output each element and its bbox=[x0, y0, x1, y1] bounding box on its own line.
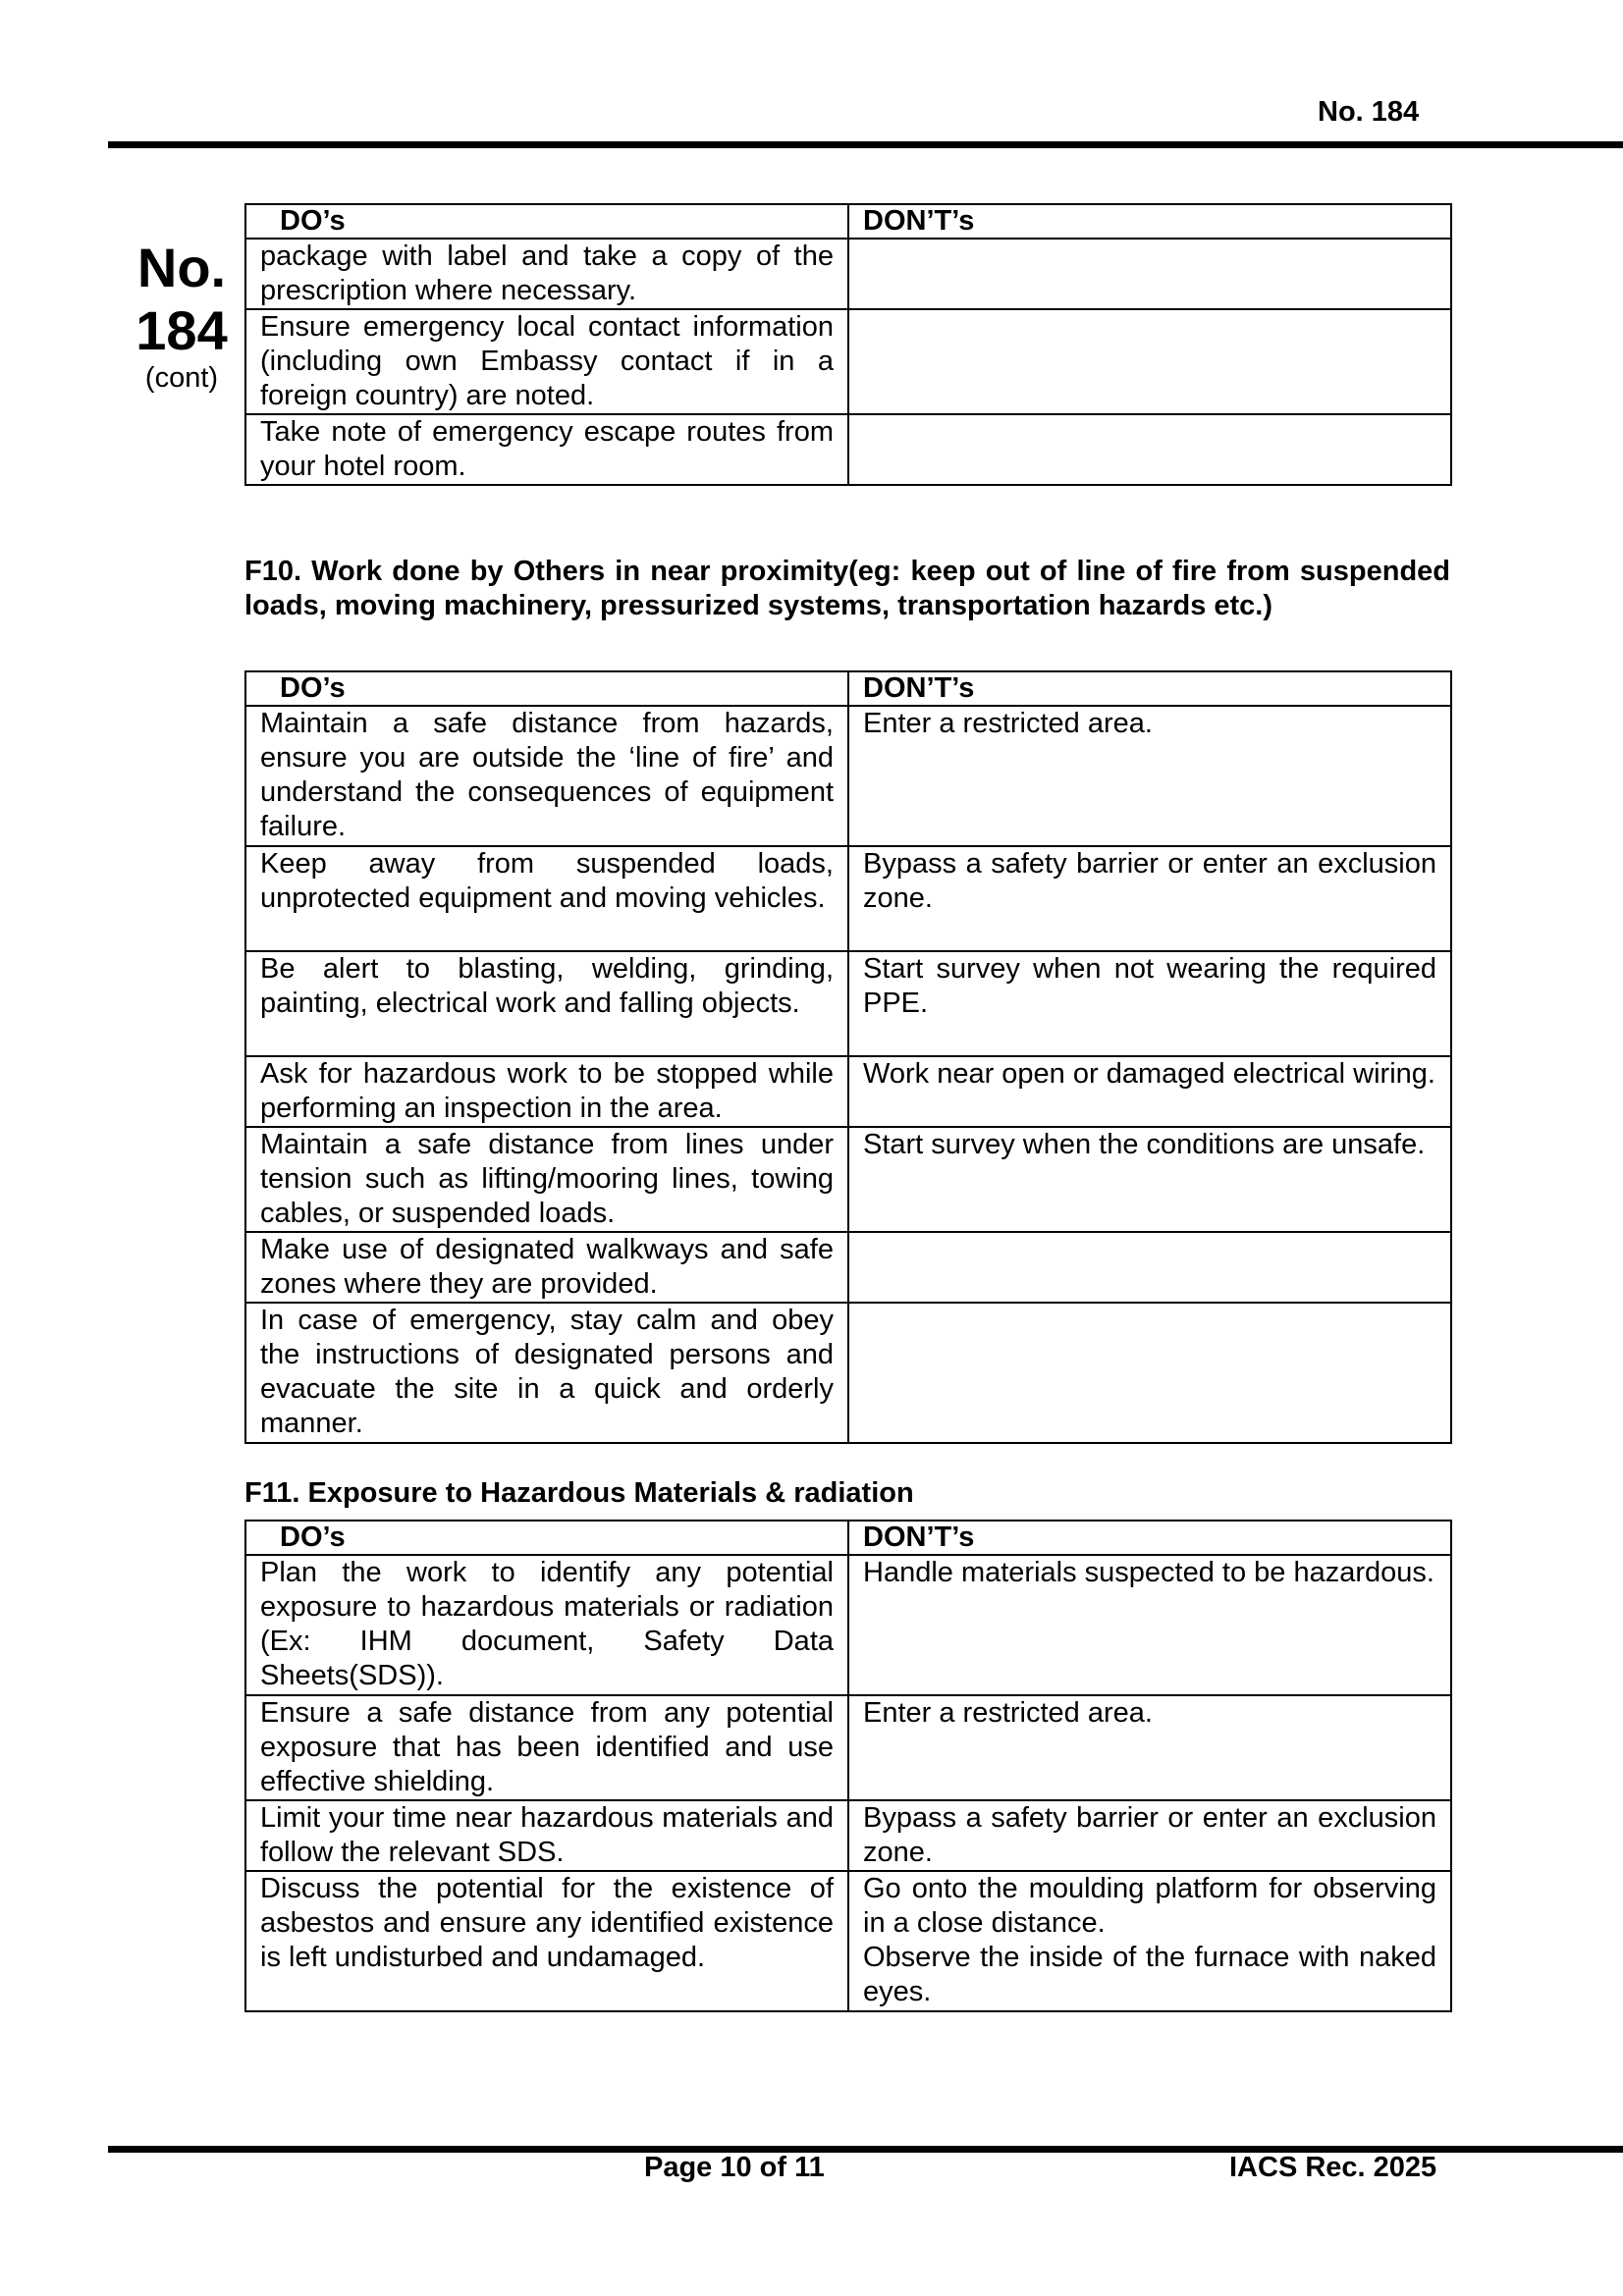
do-cell: Limit your time near hazardous materials and follow the relevant SDS. bbox=[245, 1800, 848, 1871]
dont-cell bbox=[848, 1303, 1451, 1443]
table-row bbox=[245, 846, 1451, 951]
table-row bbox=[245, 414, 1451, 485]
do-cell: Take note of emergency escape routes from your hotel room. bbox=[245, 414, 848, 485]
document-reference: IACS Rec. 2025 bbox=[1229, 2152, 1437, 2183]
document-number: No. 184 bbox=[1318, 96, 1420, 128]
table-row bbox=[245, 1232, 1451, 1303]
column-header-dont: DON’T’s bbox=[848, 671, 1451, 706]
dont-cell bbox=[848, 239, 1451, 309]
table-row bbox=[245, 1303, 1451, 1443]
dont-cell: Work near open or damaged electrical wiring. bbox=[848, 1056, 1451, 1127]
table-row bbox=[245, 951, 1451, 1056]
dont-cell: Bypass a safety barrier or enter an exclusion zone. bbox=[848, 846, 1451, 951]
dont-cell bbox=[848, 1871, 1451, 2011]
dont-cell: Enter a restricted area. bbox=[848, 1695, 1451, 1800]
dont-cell bbox=[848, 414, 1451, 485]
table-row bbox=[245, 1127, 1451, 1232]
do-cell: Maintain a safe distance from lines under tension such as lifting/mooring lines, towing cables, or suspended loads. bbox=[245, 1127, 848, 1232]
table-row bbox=[245, 1056, 1451, 1127]
dont-cell: Handle materials suspected to be hazardous. bbox=[848, 1555, 1451, 1695]
table-row bbox=[245, 1555, 1451, 1695]
do-cell: Discuss the potential for the existence of asbestos and ensure any identified existence is left undisturbed and undamaged. bbox=[245, 1871, 848, 2011]
do-cell: Maintain a safe distance from hazards, ensure you are outside the ‘line of fire’ and understand the consequences of equipment failure. bbox=[245, 706, 848, 846]
table-row bbox=[245, 1871, 1451, 2011]
continued-table bbox=[244, 203, 1452, 486]
side-label bbox=[128, 236, 236, 395]
do-cell: Ensure a safe distance from any potential exposure that has been identified and use effective shielding. bbox=[245, 1695, 848, 1800]
table-row bbox=[245, 706, 1451, 846]
table-row bbox=[245, 1800, 1451, 1871]
column-header-dont: DON’T’s bbox=[848, 1521, 1451, 1555]
dont-cell: Bypass a safety barrier or enter an exclusion zone. bbox=[848, 1800, 1451, 1871]
column-header-do: DO’s bbox=[245, 204, 848, 239]
table-row bbox=[245, 239, 1451, 309]
column-header-dont: DON’T’s bbox=[848, 204, 1451, 239]
table-row bbox=[245, 1695, 1451, 1800]
do-cell: Be alert to blasting, welding, grinding, painting, electrical work and falling objects. bbox=[245, 951, 848, 1056]
table-row bbox=[245, 309, 1451, 414]
side-label-cont: (cont) bbox=[144, 362, 219, 394]
do-cell: Ask for hazardous work to be stopped while performing an inspection in the area. bbox=[245, 1056, 848, 1127]
dont-cell bbox=[848, 1232, 1451, 1303]
do-cell: Keep away from suspended loads, unprotected equipment and moving vehicles. bbox=[245, 846, 848, 951]
dont-cell: Start survey when not wearing the required PPE. bbox=[848, 951, 1451, 1056]
table-header-row bbox=[245, 1521, 1451, 1555]
side-label-no: No. bbox=[136, 237, 227, 298]
dont-cell: Start survey when the conditions are unsafe. bbox=[848, 1127, 1451, 1232]
f10-table bbox=[244, 670, 1452, 1444]
do-cell: Ensure emergency local contact information (including own Embassy contact if in a foreign country) are noted. bbox=[245, 309, 848, 414]
section-title-f10: F10. Work done by Others in near proximity(eg: keep out of line of fire from suspended loads, moving machinery, pressurized systems, transportation hazards etc.) bbox=[244, 556, 1450, 621]
do-cell: Plan the work to identify any potential exposure to hazardous materials or radiation (Ex: IHM document, Safety Data Sheets(SDS)). bbox=[245, 1555, 848, 1695]
dont-cell: Enter a restricted area. bbox=[848, 706, 1451, 846]
column-header-do: DO’s bbox=[245, 671, 848, 706]
do-cell: In case of emergency, stay calm and obey the instructions of designated persons and evacuate the site in a quick and orderly manner. bbox=[245, 1303, 848, 1443]
column-header-do: DO’s bbox=[245, 1521, 848, 1555]
f11-table bbox=[244, 1520, 1452, 2012]
side-label-number: 184 bbox=[135, 299, 228, 361]
header-rule bbox=[108, 141, 1623, 148]
dont-cell-line: Go onto the moulding platform for observing in a close distance. bbox=[863, 1873, 1436, 1939]
dont-cell bbox=[848, 309, 1451, 414]
table-header-row bbox=[245, 204, 1451, 239]
page-number: Page 10 of 11 bbox=[644, 2152, 825, 2183]
section-title-f11: F11. Exposure to Hazardous Materials & radiation bbox=[244, 1477, 914, 1509]
do-cell: package with label and take a copy of the prescription where necessary. bbox=[245, 239, 848, 309]
table-header-row bbox=[245, 671, 1451, 706]
do-cell: Make use of designated walkways and safe zones where they are provided. bbox=[245, 1232, 848, 1303]
dont-cell-line: Observe the inside of the furnace with naked eyes. bbox=[863, 1942, 1436, 2007]
